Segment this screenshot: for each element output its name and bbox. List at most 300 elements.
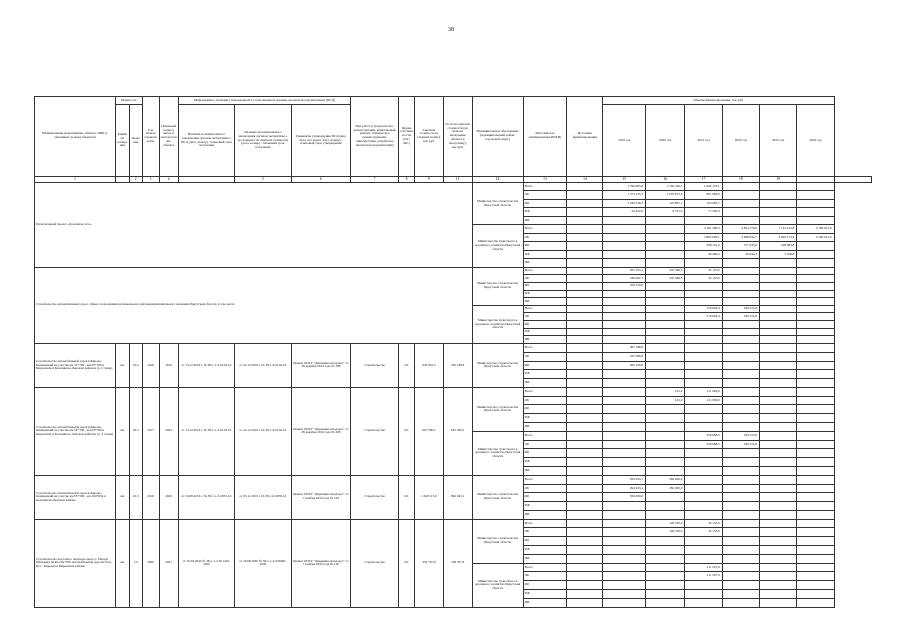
amount-cell bbox=[759, 405, 796, 414]
approval-details: Приказ ОГКУ "Дирекция автодорог" от 7 ноября 2016 года № 164 bbox=[291, 475, 351, 519]
source-label: ОБ bbox=[523, 572, 567, 581]
executor-cell: Министерство транспорта и дорожного хозяйства Иркутской области bbox=[472, 563, 523, 607]
column-number: 7 bbox=[351, 176, 399, 182]
amount-cell bbox=[759, 519, 796, 528]
amount-cell bbox=[646, 466, 685, 475]
amount-cell: 161,2 bbox=[646, 387, 685, 396]
amount-cell bbox=[646, 233, 685, 241]
amount-cell: 1 796 983,0 bbox=[603, 182, 646, 190]
amount-cell bbox=[759, 414, 796, 423]
source-label: Всего bbox=[523, 225, 567, 233]
ownership: ОС bbox=[399, 387, 415, 475]
amount-cell bbox=[603, 581, 646, 590]
blank-cell bbox=[567, 563, 603, 572]
amount-cell bbox=[685, 336, 722, 344]
state-expertise: от 24.08.2016 г. № 38-1-1-3-0053-16 bbox=[178, 475, 234, 519]
amount-cell bbox=[797, 361, 834, 370]
source-label: ИИ bbox=[523, 510, 567, 519]
source-label: Всего bbox=[523, 305, 567, 313]
amount-cell bbox=[685, 466, 722, 475]
amount-cell bbox=[603, 545, 646, 554]
blank-cell bbox=[567, 387, 603, 396]
amount-cell: 650 043,1 bbox=[603, 475, 646, 484]
blank-cell bbox=[567, 182, 603, 190]
amount-cell bbox=[685, 493, 722, 502]
amount-cell: 368 122,0 bbox=[685, 242, 722, 250]
start-year: 2016 bbox=[142, 344, 159, 388]
start-year: 2016 bbox=[142, 475, 159, 519]
blank-cell bbox=[567, 554, 603, 563]
amount-cell bbox=[759, 290, 796, 298]
amount-cell bbox=[759, 396, 796, 405]
amount-cell: 7 145 425,8 bbox=[759, 225, 796, 233]
blank-cell bbox=[567, 449, 603, 458]
amount-cell bbox=[797, 328, 834, 336]
source-label: ОБ bbox=[523, 396, 567, 405]
amount-cell bbox=[646, 328, 685, 336]
hdr-price-expertise: Наличие положительного заключения органов экспертизы о достоверности сметной стоимости (дата, номер) / плановый срок получения bbox=[235, 105, 291, 176]
hdr-est-cost: Сметная стоимость (в текущих ценах), тыс.руб. bbox=[415, 97, 444, 177]
hdr-remaining: Остаток сметной стоимости (на момент включения объекта в программу), тыс.руб. bbox=[443, 97, 472, 177]
amount-cell: 17 590,4 bbox=[685, 208, 722, 216]
hdr-value: Значение bbox=[129, 105, 142, 176]
source-label: Всего bbox=[523, 519, 567, 528]
ownership: ОС bbox=[399, 344, 415, 388]
amount-cell bbox=[797, 379, 834, 388]
blank-cell bbox=[567, 405, 603, 414]
blank-cell bbox=[567, 396, 603, 405]
section-title: Строительство автомобильных дорог общего пользования регионального или межмуниципального значения Иркутской области, в том числе bbox=[35, 267, 473, 343]
source-label: Всего bbox=[523, 182, 567, 190]
state-expertise: от 10.04.2020 № 38-1-1-3-0I 1419-2020 bbox=[178, 519, 234, 607]
hdr-design-docs: Информация о наличии утвержденной в установленном порядке проектной документации (ПСД) bbox=[178, 97, 350, 105]
amount-cell bbox=[646, 216, 685, 224]
amount-cell bbox=[759, 589, 796, 598]
amount-cell bbox=[759, 275, 796, 283]
amount-cell bbox=[759, 282, 796, 290]
amount-cell bbox=[646, 510, 685, 519]
amount-cell bbox=[603, 537, 646, 546]
blank-cell bbox=[567, 191, 603, 199]
amount-cell bbox=[646, 502, 685, 511]
amount-cell bbox=[797, 537, 834, 546]
blank-cell bbox=[567, 589, 603, 598]
hdr-year: 2023 год bbox=[759, 105, 796, 176]
amount-cell bbox=[603, 440, 646, 449]
column-number: 18 bbox=[722, 176, 759, 182]
amount-cell: 4 760 051,6 bbox=[797, 233, 834, 241]
amount-cell bbox=[797, 589, 834, 598]
blank-cell bbox=[567, 414, 603, 423]
amount-cell bbox=[759, 305, 796, 313]
amount-cell bbox=[603, 290, 646, 298]
amount-cell bbox=[797, 321, 834, 329]
amount-cell bbox=[646, 313, 685, 321]
amount-cell bbox=[722, 405, 759, 414]
source-label: Всего bbox=[523, 387, 567, 396]
executor-cell: Министерство строительства Иркутской области bbox=[472, 344, 523, 388]
column-number: 1 bbox=[35, 176, 116, 182]
amount-cell bbox=[759, 475, 796, 484]
blank-cell bbox=[567, 510, 603, 519]
hdr-ownership: Форма собственности (ОС/МС) bbox=[399, 97, 415, 177]
amount-cell bbox=[603, 466, 646, 475]
object-name: Строительство автомобильной дороги Кирово-Каменецкий на участке км 54+700 - км 63+700 в Кировском и Казачинско-Ленском районах (3, 4 этапы) bbox=[35, 387, 116, 475]
capacity-value: 16,5 bbox=[129, 387, 142, 475]
amount-cell bbox=[603, 502, 646, 511]
amount-cell bbox=[722, 191, 759, 199]
column-number: 16 bbox=[646, 176, 685, 182]
hdr-start-year: Год начала строительства bbox=[142, 97, 159, 177]
source-label: ФБ bbox=[523, 537, 567, 546]
amount-cell bbox=[685, 475, 722, 484]
amount-cell: 1 375 033,1 bbox=[603, 191, 646, 199]
amount-cell: 199 255,6 bbox=[722, 431, 759, 440]
amount-cell bbox=[797, 387, 834, 396]
amount-cell bbox=[722, 379, 759, 388]
blank-cell bbox=[567, 328, 603, 336]
amount-cell bbox=[797, 484, 834, 493]
amount-cell bbox=[797, 554, 834, 563]
amount-cell: 211 207,9 bbox=[685, 563, 722, 572]
amount-cell bbox=[722, 396, 759, 405]
amount-cell bbox=[797, 598, 834, 607]
source-label: ФБ bbox=[523, 321, 567, 329]
amount-cell: 3 863 000,1 bbox=[685, 233, 722, 241]
amount-cell bbox=[722, 336, 759, 344]
amount-cell bbox=[646, 414, 685, 423]
amount-cell: 33 155,0 bbox=[685, 267, 722, 275]
amount-cell bbox=[685, 581, 722, 590]
amount-cell: 282 000,0 bbox=[646, 475, 685, 484]
amount-cell bbox=[722, 466, 759, 475]
hdr-work-type: Вид работ (строительство, реконструкция, капитальный ремонт, техническое перевооружение, приобретение, разработка проектной документации) bbox=[351, 97, 399, 177]
blank-cell bbox=[567, 598, 603, 607]
amount-cell bbox=[722, 216, 759, 224]
blank-cell bbox=[567, 216, 603, 224]
source-label: ИИ bbox=[523, 379, 567, 388]
amount-cell: 377 945,6 bbox=[722, 242, 759, 250]
amount-cell bbox=[603, 250, 646, 258]
hdr-year: 2022 год bbox=[722, 105, 759, 176]
amount-cell bbox=[685, 414, 722, 423]
amount-cell bbox=[759, 440, 796, 449]
amount-cell bbox=[685, 589, 722, 598]
blank-cell bbox=[567, 440, 603, 449]
estimated-cost: 667 590,2 bbox=[415, 387, 444, 475]
work-type: Строительство bbox=[351, 519, 399, 607]
state-expertise: от 13.12.2016 г. № 38-1-1-3-0159-16 bbox=[178, 387, 234, 475]
blank-cell bbox=[567, 313, 603, 321]
amount-cell bbox=[685, 370, 722, 379]
start-year: 2017 bbox=[142, 387, 159, 475]
hdr-source: Источник финансирования bbox=[567, 97, 603, 177]
amount-cell bbox=[722, 563, 759, 572]
amount-cell bbox=[646, 344, 685, 353]
amount-cell bbox=[759, 216, 796, 224]
amount-cell bbox=[603, 370, 646, 379]
blank-cell bbox=[567, 336, 603, 344]
amount-cell bbox=[603, 554, 646, 563]
amount-cell bbox=[797, 423, 834, 432]
amount-cell bbox=[603, 405, 646, 414]
column-number: 5 bbox=[235, 176, 291, 182]
executor-cell: Министерство транспорта и дорожного хозяйства Иркутской области bbox=[472, 431, 523, 475]
source-label: МБ bbox=[523, 458, 567, 467]
amount-cell bbox=[603, 328, 646, 336]
column-number: 3 bbox=[142, 176, 159, 182]
amount-cell bbox=[646, 225, 685, 233]
amount-cell bbox=[797, 581, 834, 590]
amount-cell bbox=[722, 387, 759, 396]
column-number: 9 bbox=[415, 176, 444, 182]
amount-cell bbox=[797, 267, 834, 275]
amount-cell bbox=[759, 484, 796, 493]
amount-cell bbox=[603, 225, 646, 233]
source-label: ФБ bbox=[523, 242, 567, 250]
price-expertise: от 22.12.2016 г. № 38-1-6-0156-16 bbox=[235, 387, 291, 475]
blank-cell bbox=[567, 379, 603, 388]
amount-cell: 209 983,8 bbox=[759, 242, 796, 250]
amount-cell: 8 757,0 bbox=[646, 208, 685, 216]
work-type: Строительство bbox=[351, 387, 399, 475]
amount-cell bbox=[603, 519, 646, 528]
amount-cell bbox=[646, 250, 685, 258]
executor-cell: Министерство транспорта и дорожного хозяйства Иркутской области bbox=[472, 305, 523, 343]
blank-cell bbox=[567, 225, 603, 233]
amount-cell: 1 330 018,5 bbox=[603, 199, 646, 207]
column-number: 17 bbox=[685, 176, 722, 182]
amount-cell bbox=[685, 290, 722, 298]
approval-details: Приказ ОГКУ "Дирекция автодорог" от 28 декабря 2016 года № 206 bbox=[291, 387, 351, 475]
amount-cell: 163 685,7 bbox=[685, 199, 722, 207]
amount-cell bbox=[797, 298, 834, 306]
amount-cell bbox=[759, 336, 796, 344]
amount-cell bbox=[759, 458, 796, 467]
amount-cell bbox=[797, 344, 834, 353]
amount-cell bbox=[722, 554, 759, 563]
amount-cell bbox=[722, 182, 759, 190]
source-label: ОБ bbox=[523, 313, 567, 321]
amount-cell bbox=[759, 449, 796, 458]
amount-cell bbox=[722, 290, 759, 298]
blank-cell bbox=[567, 537, 603, 546]
amount-cell bbox=[722, 537, 759, 546]
hdr-plan-year: Плановый период ввода в эксплуатацию объекта bbox=[159, 97, 178, 177]
executor-cell: Министерство строительства Иркутской области bbox=[472, 267, 523, 305]
amount-cell bbox=[759, 321, 796, 329]
blank-cell bbox=[567, 572, 603, 581]
amount-cell bbox=[797, 545, 834, 554]
amount-cell bbox=[646, 458, 685, 467]
amount-cell bbox=[603, 387, 646, 396]
amount-cell bbox=[797, 572, 834, 581]
column-number: 4 bbox=[159, 176, 178, 182]
blank-cell bbox=[567, 275, 603, 283]
amount-cell bbox=[797, 466, 834, 475]
source-label: ИИ bbox=[523, 216, 567, 224]
amount-cell: 3 358,6 bbox=[759, 250, 796, 258]
amount-cell bbox=[722, 267, 759, 275]
amount-cell: 200 100,0 bbox=[603, 361, 646, 370]
amount-cell: 120 550,0 bbox=[646, 528, 685, 537]
source-label: ИИ bbox=[523, 554, 567, 563]
blank-cell bbox=[567, 250, 603, 258]
price-expertise: от 19.08.2020 № 38-1-1-2-039405-2020 bbox=[235, 519, 291, 607]
amount-cell: 120 550,0 bbox=[646, 519, 685, 528]
column-number: 13 bbox=[523, 176, 567, 182]
ownership: ОС bbox=[399, 475, 415, 519]
amount-cell bbox=[603, 313, 646, 321]
amount-cell bbox=[722, 581, 759, 590]
amount-cell bbox=[722, 493, 759, 502]
amount-cell bbox=[685, 484, 722, 493]
capacity-value: 16,3 bbox=[129, 475, 142, 519]
plan-year: 2020 bbox=[159, 475, 178, 519]
amount-cell bbox=[722, 199, 759, 207]
amount-cell bbox=[759, 598, 796, 607]
amount-cell bbox=[759, 581, 796, 590]
section-title: Региональный проект «Дорожная сеть» bbox=[35, 182, 473, 267]
source-label: МБ bbox=[523, 370, 567, 379]
amount-cell bbox=[603, 321, 646, 329]
amount-cell: 125 807,1 bbox=[646, 199, 685, 207]
amount-cell bbox=[797, 519, 834, 528]
amount-cell bbox=[797, 275, 834, 283]
amount-cell bbox=[797, 458, 834, 467]
amount-cell bbox=[646, 361, 685, 370]
column-number: 6 bbox=[291, 176, 351, 182]
source-label: ОБ bbox=[523, 233, 567, 241]
amount-cell bbox=[759, 502, 796, 511]
amount-cell: 356 088,5 bbox=[685, 440, 722, 449]
amount-cell: 4 760 051,6 bbox=[797, 225, 834, 233]
amount-cell bbox=[759, 267, 796, 275]
amount-cell bbox=[797, 405, 834, 414]
amount-cell bbox=[685, 328, 722, 336]
amount-cell bbox=[646, 298, 685, 306]
unit-cell: км bbox=[115, 344, 129, 388]
amount-cell bbox=[797, 259, 834, 267]
amount-cell bbox=[759, 510, 796, 519]
object-name: Строительство мостового перехода через р. Малую Мальцеву на км 224+003 автомобильной дороги Усть-Кут - Киренск в Киренском районе bbox=[35, 519, 116, 607]
column-number: 12 bbox=[472, 176, 523, 182]
amount-cell bbox=[603, 528, 646, 537]
hdr-unit: Единица измерения bbox=[115, 105, 129, 176]
blank-cell bbox=[567, 199, 603, 207]
unit-cell: км bbox=[115, 519, 129, 607]
object-name: Строительство автомобильной дороги Кирово-Каменецкий на участке км 85+500 - км 104+634 в Казачинско-Ленском районе bbox=[35, 475, 116, 519]
approval-details: Приказ ОГКУ "Дирекция автодорог" от 28 декабря 2016 года № 186 bbox=[291, 344, 351, 388]
source-label: ФБ bbox=[523, 581, 567, 590]
source-label: ОБ bbox=[523, 275, 567, 283]
amount-cell bbox=[759, 313, 796, 321]
source-label: ИИ bbox=[523, 598, 567, 607]
amount-cell bbox=[797, 370, 834, 379]
source-label: ИИ bbox=[523, 298, 567, 306]
amount-cell: 161,2 bbox=[646, 396, 685, 405]
amount-cell bbox=[797, 305, 834, 313]
column-number: 8 bbox=[399, 176, 415, 182]
amount-cell bbox=[797, 250, 834, 258]
amount-cell bbox=[797, 336, 834, 344]
blank-cell bbox=[567, 581, 603, 590]
amount-cell bbox=[646, 405, 685, 414]
amount-cell: 111 096,9 bbox=[685, 396, 722, 405]
amount-cell bbox=[797, 449, 834, 458]
amount-cell: 33 155,0 bbox=[685, 528, 722, 537]
amount-cell: 576 094,4 bbox=[685, 305, 722, 313]
source-label: МБ bbox=[523, 414, 567, 423]
hdr-object-name: Наименование мероприятия, объекта, ПИР (с указанием сроков) объектов) bbox=[35, 97, 116, 177]
amount-cell bbox=[646, 242, 685, 250]
amount-cell bbox=[759, 208, 796, 216]
hdr-approval: Реквизиты утверждения ПСД (вид акта, кто издал, дата, номер) / плановый срок утверждения bbox=[291, 105, 351, 176]
amount-cell bbox=[797, 242, 834, 250]
financing-table bbox=[34, 96, 872, 608]
amount-cell bbox=[646, 370, 685, 379]
remaining-cost: 305 188,8 bbox=[443, 344, 472, 388]
hdr-state-expertise: Наличие положительного заключения органов экспертизы о ПСД (дата, номер) / плановый срок получения bbox=[178, 105, 234, 176]
approval-details: Приказ ОГКУ "Дирекция автодорог" от 7 ноября 2020 года № 126 bbox=[291, 519, 351, 607]
amount-cell bbox=[759, 493, 796, 502]
blank-cell bbox=[567, 267, 603, 275]
hdr-year: 2021 год bbox=[685, 105, 722, 176]
source-label: ИИ bbox=[523, 336, 567, 344]
hdr-capacity: Мощность bbox=[115, 97, 142, 105]
amount-cell bbox=[759, 259, 796, 267]
amount-cell bbox=[603, 379, 646, 388]
amount-cell: 3 142 410,3 bbox=[646, 182, 685, 190]
amount-cell bbox=[797, 352, 834, 361]
amount-cell bbox=[646, 282, 685, 290]
blank-cell bbox=[567, 502, 603, 511]
amount-cell bbox=[603, 510, 646, 519]
blank-cell bbox=[567, 458, 603, 467]
source-label: ОБ bbox=[523, 484, 567, 493]
amount-cell bbox=[646, 290, 685, 298]
source-label: ОБ bbox=[523, 528, 567, 537]
amount-cell: 349 092,1 bbox=[603, 275, 646, 283]
blank-cell bbox=[567, 475, 603, 484]
blank-cell bbox=[567, 528, 603, 537]
state-expertise: от 13.12.2016 г. № 38-1-1-3-0159-16 bbox=[178, 344, 234, 388]
amount-cell bbox=[603, 423, 646, 432]
amount-cell bbox=[603, 449, 646, 458]
amount-cell bbox=[797, 396, 834, 405]
amount-cell bbox=[685, 352, 722, 361]
amount-cell bbox=[685, 405, 722, 414]
remaining-cost: 667 590,2 bbox=[443, 387, 472, 475]
source-label: ИИ bbox=[523, 423, 567, 432]
amount-cell bbox=[722, 475, 759, 484]
amount-cell bbox=[603, 305, 646, 313]
amount-cell bbox=[797, 431, 834, 440]
blank-cell bbox=[567, 305, 603, 313]
amount-cell bbox=[722, 589, 759, 598]
blank-cell bbox=[567, 208, 603, 216]
amount-cell bbox=[685, 282, 722, 290]
amount-cell: 33 155,0 bbox=[685, 275, 722, 283]
source-label: ОБ bbox=[523, 440, 567, 449]
amount-cell bbox=[646, 440, 685, 449]
amount-cell bbox=[722, 208, 759, 216]
amount-cell bbox=[797, 191, 834, 199]
amount-cell: 376 010,0 bbox=[603, 282, 646, 290]
amount-cell bbox=[722, 484, 759, 493]
amount-cell bbox=[685, 259, 722, 267]
amount-cell bbox=[759, 387, 796, 396]
